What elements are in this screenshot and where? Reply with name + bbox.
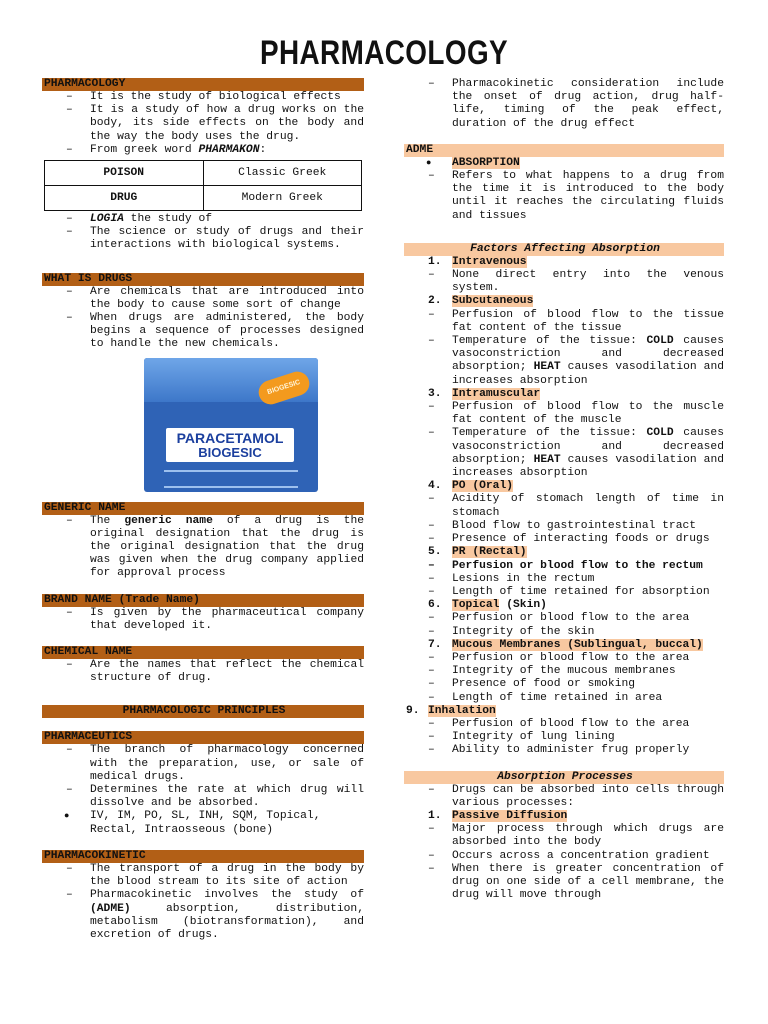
list-item: ● IV, IM, PO, SL, INH, SQM, Topical, Rectal, Intraosseous (bone) xyxy=(42,810,364,836)
list-item: – Determines the rate at which drug will dissolve and be absorbed. xyxy=(42,784,364,810)
table-cell: Modern Greek xyxy=(203,186,362,211)
list-item: – It is a study of how a drug works on the body, its side effects on the body and the way the body uses the drug. xyxy=(42,104,364,144)
text: of a drug is the original designation that the drug is the original designation that the drug was given when the drug company applied for approval process xyxy=(90,514,365,580)
list-item: – Integrity of the skin xyxy=(404,626,724,639)
list-item: – Length of time retained in area xyxy=(404,692,724,705)
topical-list xyxy=(404,612,724,638)
table-row xyxy=(45,186,362,211)
factor-topical xyxy=(404,599,724,612)
absorption-label: ABSORPTION xyxy=(452,156,520,169)
table-row xyxy=(45,161,362,186)
list-item: – Perfusion or blood flow to the rectum xyxy=(404,560,724,573)
list-item: – Major process through which drugs are absorbed into the body xyxy=(404,823,724,849)
bold-term: HEAT xyxy=(533,453,561,466)
process-label: Passive Diffusion xyxy=(452,809,568,822)
brand-badge: BIOGESIC xyxy=(256,368,313,407)
logia-word: LOGIA xyxy=(90,213,124,226)
list-item: – Perfusion or blood flow to the area xyxy=(404,652,724,665)
number: 7. xyxy=(428,638,442,651)
list-item: – When drugs are administered, the body begins a sequence of processes designed to handle the new chemicals. xyxy=(42,312,364,352)
section-header-brand-name: BRAND NAME (Trade Name) xyxy=(42,594,364,607)
list-item xyxy=(404,157,724,170)
passive-list xyxy=(404,823,724,902)
list-item: – Is given by the pharmaceutical company that developed it. xyxy=(42,607,364,633)
logia-rest: the study of xyxy=(123,213,213,226)
bold-term: COLD xyxy=(646,335,674,348)
drugs-list xyxy=(42,286,364,352)
paracetamol-box-image xyxy=(144,358,318,492)
bold-term: (ADME) xyxy=(90,902,131,915)
list-item: – The science or study of drugs and their interactions with biological systems. xyxy=(42,226,364,252)
list-item: – Length of time retained for absorption xyxy=(404,586,724,599)
list-item: – Perfusion or blood flow to the area xyxy=(404,612,724,625)
list-item: – Blood flow to gastrointestinal tract xyxy=(404,520,724,533)
consideration-list xyxy=(404,78,724,131)
mucous-list xyxy=(404,652,724,705)
text: causes vasoconstriction and decreased absorption; xyxy=(452,427,724,466)
list-item xyxy=(42,515,364,581)
page-title: PHARMACOLOGY xyxy=(259,34,509,72)
section-header-pharmaceutics: PHARMACEUTICS xyxy=(42,731,364,744)
section-header-generic-name: GENERIC NAME xyxy=(42,502,364,515)
list-item: – The branch of pharmacology concerned with the preparation, use, or sale of medical drugs. xyxy=(42,744,364,784)
brand-label xyxy=(166,428,294,462)
number: 5. xyxy=(428,546,442,559)
logia-list xyxy=(42,213,364,253)
factor-intravenous xyxy=(404,256,724,269)
list-item: – Integrity of lung lining xyxy=(404,731,724,744)
left-column xyxy=(42,78,364,942)
box-stripes xyxy=(164,470,298,488)
im-list xyxy=(404,401,724,480)
factor-label-rest: (Skin) xyxy=(499,599,547,612)
number: 2. xyxy=(428,295,442,308)
greek-table xyxy=(44,160,362,211)
bold-term: COLD xyxy=(646,427,674,440)
list-item: – Occurs across a concentration gradient xyxy=(404,850,724,863)
list-item xyxy=(42,144,364,157)
iv-list xyxy=(404,269,724,295)
table-cell: POISON xyxy=(45,161,204,186)
greek-prefix: From greek word xyxy=(90,143,199,156)
factor-label: Inhalation xyxy=(428,704,496,717)
greek-suffix: : xyxy=(259,143,267,156)
table-cell: DRUG xyxy=(45,186,204,211)
processes-list xyxy=(404,784,724,810)
section-header-absorption-processes: Absorption Processes xyxy=(404,771,724,784)
section-header-pharmacokinetic: PHARMACOKINETIC xyxy=(42,850,364,863)
factor-subcutaneous xyxy=(404,295,724,308)
text: The xyxy=(90,514,125,527)
chemical-list xyxy=(42,659,364,685)
list-item: – Ability to administer frug properly xyxy=(404,744,724,757)
pr-list xyxy=(404,560,724,600)
greek-word: PHARMAKON xyxy=(198,143,260,156)
factor-label: Intravenous xyxy=(452,255,527,268)
number: 6. xyxy=(428,599,442,612)
list-item xyxy=(42,213,364,226)
product-name: PARACETAMOL xyxy=(176,429,284,446)
product-brand: BIOGESIC xyxy=(198,444,262,460)
text: Temperature of the tissue: xyxy=(452,335,647,348)
list-item: – Perfusion of blood flow to the area xyxy=(404,718,724,731)
section-header-chemical-name: CHEMICAL NAME xyxy=(42,646,364,659)
list-item: – It is the study of biological effects xyxy=(42,91,364,104)
list-item: – Acidity of stomach length of time in stomach xyxy=(404,493,724,519)
section-header-what-is-drugs: WHAT IS DRUGS xyxy=(42,273,364,286)
factor-label: PR (Rectal) xyxy=(452,546,527,559)
text: absorption, distribution, metabolism (biotransformation), and excretion of drugs. xyxy=(90,902,364,941)
pharmacology-list xyxy=(42,91,364,157)
generic-list xyxy=(42,515,364,581)
number: 4. xyxy=(428,480,442,493)
list-item: – None direct entry into the venous system. xyxy=(404,269,724,295)
text: Pharmacokinetic involves the study of xyxy=(90,889,364,902)
bold-term: HEAT xyxy=(533,361,561,374)
list-item xyxy=(404,427,724,480)
section-header-adme: ADME xyxy=(404,144,724,157)
factor-intramuscular xyxy=(404,388,724,401)
process-passive-diffusion xyxy=(404,810,724,823)
number: 1. xyxy=(428,809,442,822)
list-item: – Integrity of the mucous membranes xyxy=(404,665,724,678)
factor-label: Subcutaneous xyxy=(452,295,534,308)
list-item: – Presence of food or smoking xyxy=(404,678,724,691)
list-item xyxy=(42,889,364,942)
factor-rectal xyxy=(404,546,724,559)
factor-inhalation xyxy=(404,705,724,718)
list-item xyxy=(404,335,724,388)
text: causes vasodilation and increases absorption xyxy=(452,453,724,480)
text: causes vasodilation and increases absorption xyxy=(452,361,724,387)
number: 3. xyxy=(428,387,442,400)
list-item: – Refers to what happens to a drug from the time it is introduced to the body until it reaches the circulating fluids and tissues xyxy=(404,170,724,223)
list-item: – The transport of a drug in the body by the blood stream to its site of action xyxy=(42,863,364,889)
section-header-pharmacology: PHARMACOLOGY xyxy=(42,78,364,91)
section-header-factors: Factors Affecting Absorption xyxy=(404,243,724,256)
list-item: – Perfusion of blood flow to the muscle fat content of the muscle xyxy=(404,401,724,427)
factor-label: Mucous Membranes (Sublingual, buccal) xyxy=(452,638,703,651)
factor-label: Topical xyxy=(452,599,500,612)
number: 9. xyxy=(406,704,420,717)
right-column xyxy=(404,78,724,902)
list-item: – Presence of interacting foods or drugs xyxy=(404,533,724,546)
factor-label: PO (Oral) xyxy=(452,480,514,493)
sc-list xyxy=(404,309,724,388)
text: Temperature of the tissue: xyxy=(452,427,647,440)
table-cell: Classic Greek xyxy=(203,161,362,186)
list-item: – Drugs can be absorbed into cells through various processes: xyxy=(404,784,724,810)
list-item: – Are the names that reflect the chemical structure of drug. xyxy=(42,659,364,685)
bold-term: generic name xyxy=(124,514,213,527)
list-item: – Lesions in the rectum xyxy=(404,573,724,586)
inhalation-list xyxy=(404,718,724,758)
list-item: – Are chemicals that are introduced into the body to cause some sort of change xyxy=(42,286,364,312)
po-list xyxy=(404,493,724,546)
pharmaceutics-list xyxy=(42,744,364,836)
number: 1. xyxy=(428,255,442,268)
adme-list xyxy=(404,157,724,223)
factor-oral xyxy=(404,480,724,493)
factor-mucous xyxy=(404,639,724,652)
list-item: – Perfusion of blood flow to the tissue fat content of the tissue xyxy=(404,309,724,335)
section-header-pharmacologic-principles: PHARMACOLOGIC PRINCIPLES xyxy=(42,705,364,718)
factor-label: Intramuscular xyxy=(452,387,541,400)
brand-list xyxy=(42,607,364,633)
list-item: – Pharmacokinetic consideration include the onset of drug action, drug half-life, timing of the peak effect, duration of the drug effect xyxy=(404,78,724,131)
list-item: – When there is greater concentration of drug on one side of a cell membrane, the drug will move through xyxy=(404,863,724,903)
text: causes vasoconstriction and decreased absorption; xyxy=(452,335,724,374)
pharmacokinetic-list xyxy=(42,863,364,942)
